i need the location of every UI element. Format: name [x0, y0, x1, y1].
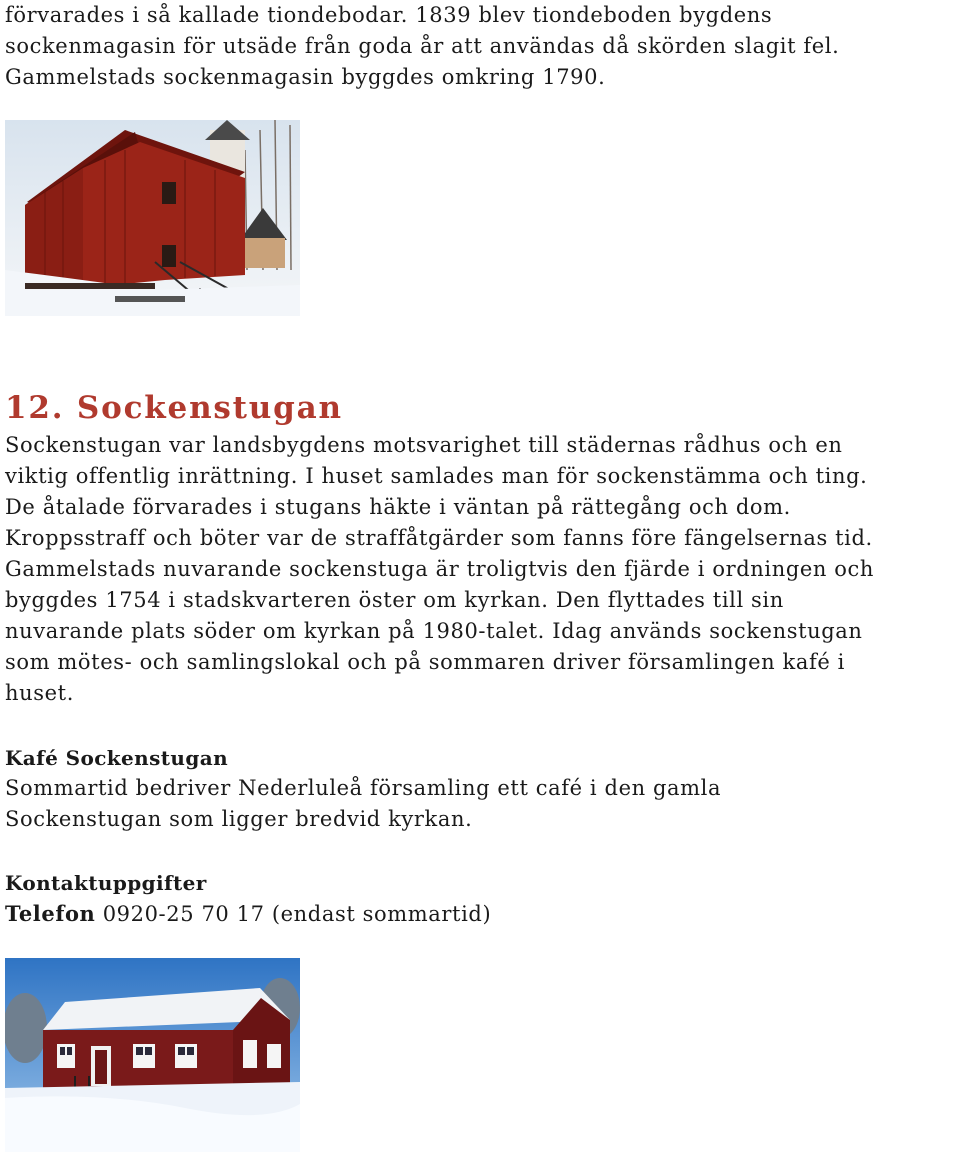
- sockenstugan-photo: [5, 958, 300, 1152]
- section-line-5: Gammelstads nuvarande sockenstuga är troligtvis den fjärde i ordningen och: [5, 557, 875, 581]
- phone-value: 0920-25 70 17 (endast sommartid): [102, 902, 492, 926]
- section-line-2: viktig offentlig inrättning. I huset samlades man för sockenstämma och ting.: [5, 464, 868, 488]
- intro-line-2: sockenmagasin för utsäde från goda år att användas då skörden slagit fel.: [5, 34, 840, 58]
- intro-line-1: förvarades i så kallade tiondebodar. 1839 blev tiondeboden bygdens: [5, 3, 773, 27]
- cafe-title: Kafé Sockenstugan: [5, 746, 229, 770]
- phone-label: Telefon: [5, 901, 96, 926]
- contact-title: Kontaktuppgifter: [5, 871, 207, 895]
- sockenmagasin-photo: [5, 120, 300, 316]
- cafe-line-1: Sommartid bedriver Nederluleå församling ett café i den gamla: [5, 776, 722, 800]
- cafe-line-2: Sockenstugan som ligger bredvid kyrkan.: [5, 807, 473, 831]
- section-line-7: nuvarande plats söder om kyrkan på 1980-talet. Idag används sockenstugan: [5, 619, 863, 643]
- contact-phone: [5, 898, 491, 930]
- section-line-3: De åtalade förvarades i stugans häkte i väntan på rättegång och dom.: [5, 495, 791, 519]
- section-title: 12. Sockenstugan: [5, 390, 343, 426]
- section-line-8: som mötes- och samlingslokal och på sommaren driver församlingen kafé i: [5, 650, 845, 674]
- intro-line-3: Gammelstads sockenmagasin byggdes omkring 1790.: [5, 65, 606, 89]
- section-line-6: byggdes 1754 i stadskvarteren öster om kyrkan. Den flyttades till sin: [5, 588, 784, 612]
- section-line-9: huset.: [5, 681, 74, 705]
- section-line-4: Kroppsstraff och böter var de straffåtgärder som fanns före fängelsernas tid.: [5, 526, 873, 550]
- section-line-1: Sockenstugan var landsbygdens motsvarighet till städernas rådhus och en: [5, 433, 843, 457]
